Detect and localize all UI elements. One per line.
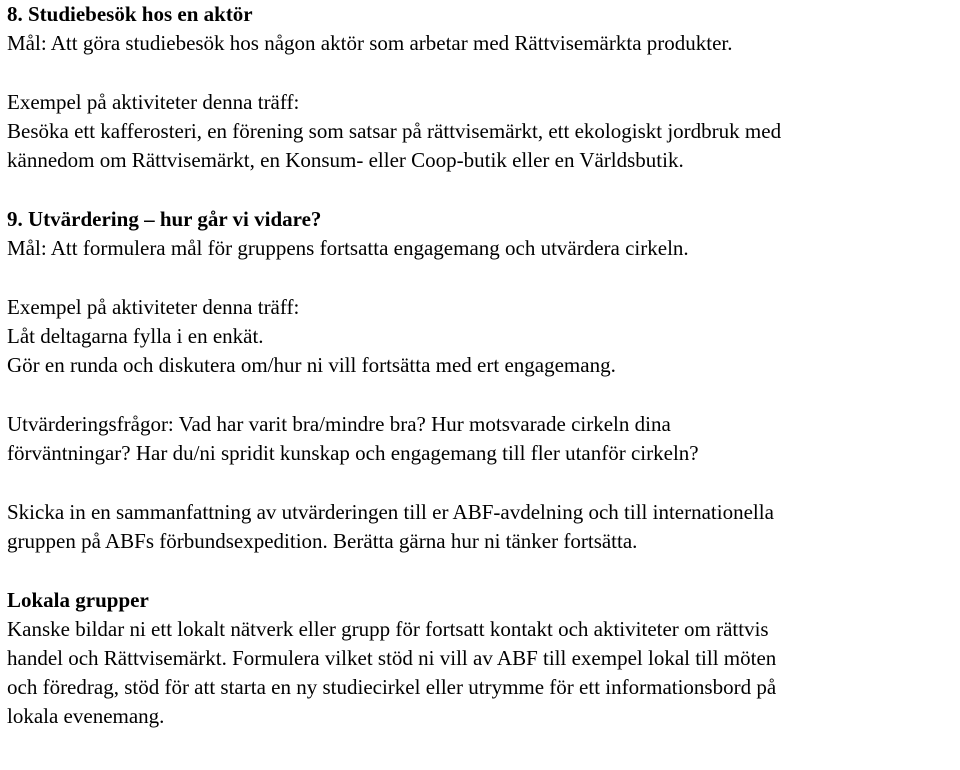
section-8-examples-line: kännedom om Rättvisemärkt, en Konsum- eller Coop-butik eller en Världsbutik.: [7, 148, 684, 172]
section-8-heading: 8. Studiebesök hos en aktör: [7, 2, 253, 26]
section-9-summary-line: gruppen på ABFs förbundsexpedition. Berätta gärna hur ni tänker fortsätta.: [7, 529, 638, 553]
local-groups-body-line: handel och Rättvisemärkt. Formulera vilket stöd ni vill av ABF till exempel lokal till möten: [7, 646, 777, 670]
section-9-examples-label: Exempel på aktiviteter denna träff:: [7, 295, 300, 319]
section-8-examples-line: Besöka ett kafferosteri, en förening som satsar på rättvisemärkt, ett ekologiskt jordbruk med: [7, 119, 782, 143]
local-groups-body-line: Kanske bildar ni ett lokalt nätverk eller grupp för fortsatt kontakt och aktiviteter om rättvis: [7, 617, 769, 641]
section-9-questions-line: förväntningar? Har du/ni spridit kunskap och engagemang till fler utanför cirkeln?: [7, 441, 699, 465]
local-groups-body-line: lokala evenemang.: [7, 704, 165, 728]
spacer: [7, 468, 957, 498]
local-groups-section: [7, 586, 957, 731]
section-9-summary-line: Skicka in en sammanfattning av utvärderingen till er ABF-avdelning och till internationella: [7, 500, 774, 524]
section-9-heading: 9. Utvärdering – hur går vi vidare?: [7, 207, 322, 231]
spacer: [7, 263, 957, 293]
spacer: [7, 58, 957, 88]
section-9-activity: Låt deltagarna fylla i en enkät.: [7, 324, 264, 348]
document-page: [7, 0, 957, 731]
section-8: [7, 0, 957, 175]
spacer: [7, 380, 957, 410]
local-groups-body-line: och föredrag, stöd för att starta en ny studiecirkel eller utrymme för ett informationsbord på: [7, 675, 777, 699]
section-8-examples-label: Exempel på aktiviteter denna träff:: [7, 90, 300, 114]
spacer: [7, 556, 957, 586]
local-groups-heading: Lokala grupper: [7, 588, 149, 612]
section-9-goal: Mål: Att formulera mål för gruppens fortsatta engagemang och utvärdera cirkeln.: [7, 236, 689, 260]
section-9-questions-line: Utvärderingsfrågor: Vad har varit bra/mindre bra? Hur motsvarade cirkeln dina: [7, 412, 671, 436]
section-9-activity: Gör en runda och diskutera om/hur ni vill fortsätta med ert engagemang.: [7, 353, 616, 377]
spacer: [7, 175, 957, 205]
section-8-goal: Mål: Att göra studiebesök hos någon aktör som arbetar med Rättvisemärkta produkter.: [7, 31, 733, 55]
section-9: [7, 205, 957, 556]
